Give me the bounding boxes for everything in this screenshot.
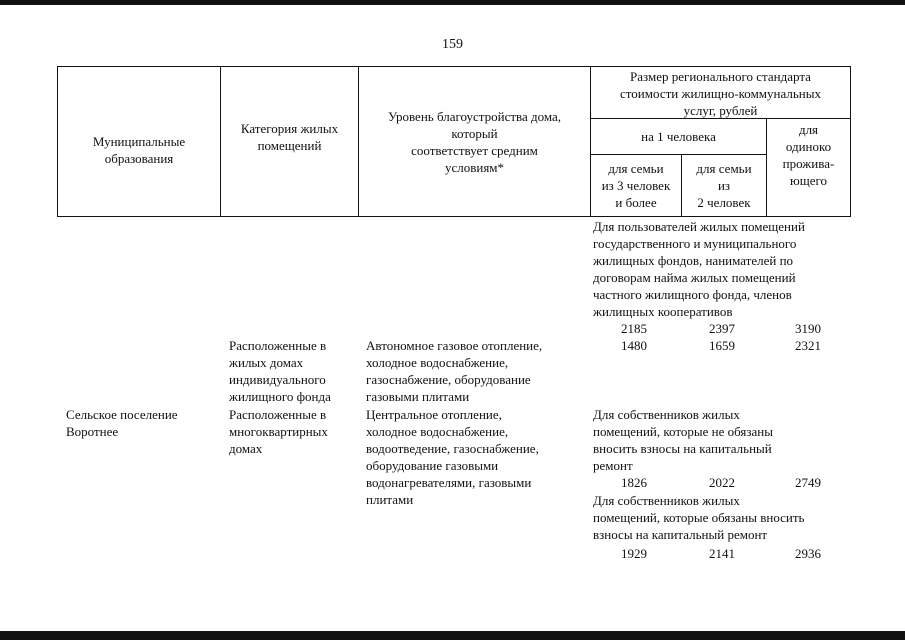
header-per-person: на 1 человека (641, 129, 716, 144)
row1-value-family2: 1659 (709, 338, 735, 353)
header-single: для одиноко прожива- ющего (782, 122, 835, 188)
group-tenants-value-single: 3190 (795, 321, 821, 336)
row1-level: Автономное газовое отопление, холодное водоснабжение, газоснабжение, оборудование газовыми плитами (366, 338, 543, 404)
group-tenants-value-family2: 2397 (709, 321, 735, 336)
group-owners-yes-label: Для собственников жилых помещений, которые обязаны вносить взносы на капитальный ремонт (593, 493, 805, 542)
header-standard: Размер регионального стандарта стоимости жилищно-коммунальных услуг, рублей (620, 69, 821, 118)
group-owners-no-label: Для собственников жилых помещений, которые не обязаны вносить взносы на капитальный ремонт (593, 407, 773, 473)
row2-category: Расположенные в многоквартирных домах (229, 407, 328, 456)
group-owners-no-value-family3: 1826 (621, 475, 647, 490)
group-tenants-label: Для пользователей жилых помещений государственного и муниципального жилищных фондов, нанимателей по договорам найма жилых помещений частного жилищного фонда, членов жилищных кооперативов (593, 219, 805, 319)
table-line-per-person-bottom (590, 154, 766, 155)
row1-value-single: 2321 (795, 338, 821, 353)
group-owners-yes-value-family3: 1929 (621, 546, 647, 561)
table-line-right (850, 66, 851, 217)
header-family2: для семьи из 2 человек (696, 161, 752, 210)
table-line-top (57, 66, 851, 67)
row1-value-family3: 1480 (621, 338, 647, 353)
header-municipality: Муниципальные образования (92, 134, 186, 166)
table-line-header-bottom (57, 216, 851, 217)
header-level: Уровень благоустройства дома, который соответствует средним условиям* (387, 109, 562, 175)
group-owners-yes-value-single: 2936 (795, 546, 821, 561)
municipality-name: Сельское поселение Воротнее (66, 407, 178, 439)
row1-category: Расположенные в жилых домах индивидуального жилищного фонда (229, 338, 331, 404)
row2-level: Центральное отопление, холодное водоснабжение, водоотведение, газоснабжение, оборудование газовыми водонагревателями, газовыми плитами (366, 407, 539, 507)
page-number: 159 (442, 37, 463, 52)
group-owners-no-value-single: 2749 (795, 475, 821, 490)
header-category: Категория жилых помещений (240, 121, 339, 153)
group-tenants-value-family3: 2185 (621, 321, 647, 336)
group-owners-yes-value-family2: 2141 (709, 546, 735, 561)
header-family3: для семьи из 3 человек и более (601, 161, 671, 210)
bottom-border-bar (0, 631, 905, 640)
top-border-bar (0, 0, 905, 5)
group-owners-no-value-family2: 2022 (709, 475, 735, 490)
